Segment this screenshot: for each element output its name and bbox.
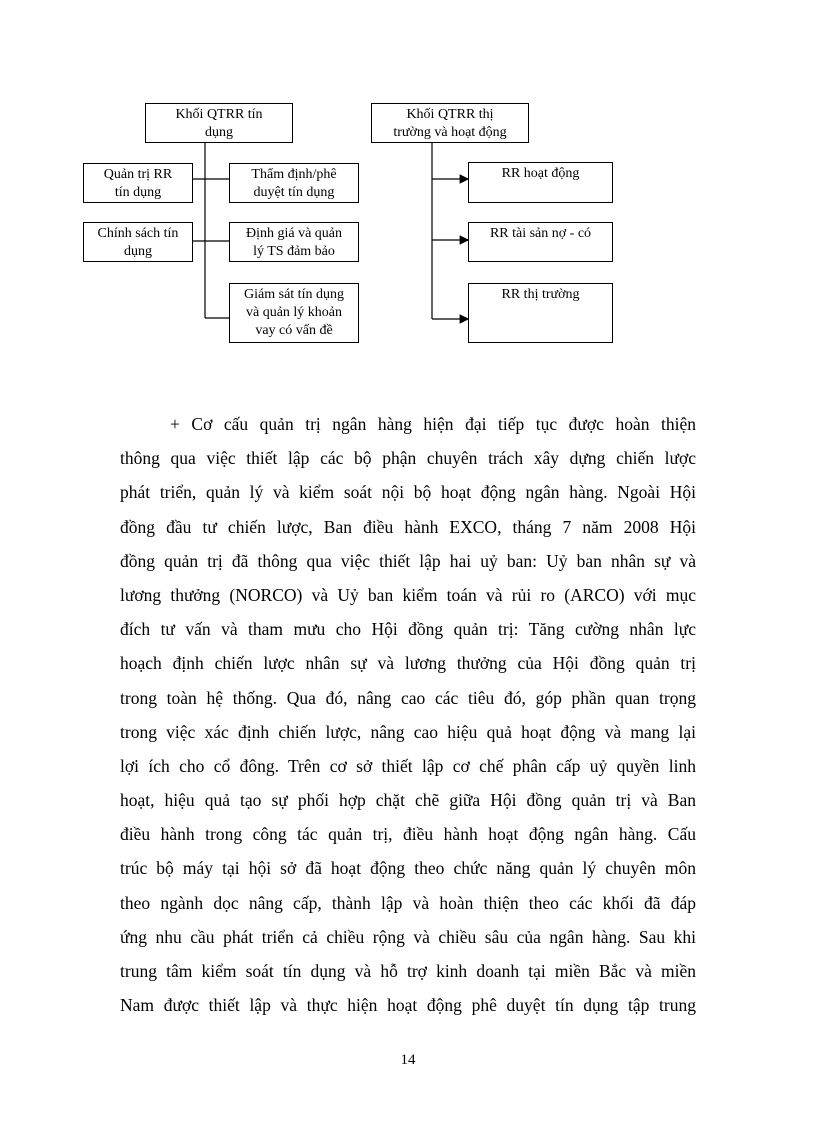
node-left-root: Khối QTRR tín dụng xyxy=(145,103,293,143)
text-line: phát triển, quản lý và kiểm soát nội bộ hoạt động ngân hàng. Ngoài Hội xyxy=(120,482,696,503)
node-rr-tai-san-no-co: RR tài sản nợ - có xyxy=(468,222,613,262)
node-tham-dinh: Thẩm định/phê duyệt tín dụng xyxy=(229,163,359,203)
page-number: 14 xyxy=(400,1052,416,1068)
body-paragraph xyxy=(120,407,696,1022)
text-line: trúc bộ máy tại hội sở đã hoạt động theo chức năng quản lý chuyên môn xyxy=(120,858,696,879)
text-line: trong việc xác định chiến lược, nâng cao hiệu quả hoạt động và mang lại xyxy=(120,721,696,742)
node-dinh-gia: Định giá và quản lý TS đảm bảo xyxy=(229,222,359,262)
node-right-root: Khối QTRR thị trường và hoạt động xyxy=(371,103,529,143)
text-line: điều hành trong công tác quản trị, điều hành hoạt động ngân hàng. Cấu xyxy=(120,824,696,845)
node-rr-thi-truong: RR thị trường xyxy=(468,283,613,343)
text-line: lợi ích cho cổ đông. Trên cơ sở thiết lập cơ chế phân cấp uỷ quyền linh xyxy=(120,755,696,776)
node-quan-tri-rr-tin-dung: Quản trị RR tín dụng xyxy=(83,163,193,203)
text-line: + Cơ cấu quản trị ngân hàng hiện đại tiếp tục được hoàn thiện xyxy=(170,414,696,434)
text-line: đích tư vấn và tham mưu cho Hội đồng quản trị: Tăng cường nhân lực xyxy=(120,619,696,640)
node-giam-sat: Giám sát tín dụng và quản lý khoản vay có vấn đề xyxy=(229,283,359,343)
text-line: trong toàn hệ thống. Qua đó, nâng cao các tiêu đó, góp phần quan trọng xyxy=(120,687,696,708)
text-line: hoạch định chiến lược nhân sự và lương thưởng của Hội đồng quản trị xyxy=(120,653,696,674)
node-rr-hoat-dong: RR hoạt động xyxy=(468,162,613,203)
text-line: Nam được thiết lập và thực hiện hoạt động phê duyệt tín dụng tập trung xyxy=(120,995,696,1016)
text-line: đồng đầu tư chiến lược, Ban điều hành EXCO, tháng 7 năm 2008 Hội xyxy=(120,516,696,537)
text-line: theo ngành dọc nâng cấp, thành lập và hoàn thiện theo các khối đã đáp xyxy=(120,892,696,913)
text-line: thông qua việc thiết lập các bộ phận chuyên trách xây dựng chiến lược xyxy=(120,448,696,469)
node-chinh-sach-tin-dung: Chính sách tín dụng xyxy=(83,222,193,262)
text-line: đồng quản trị đã thông qua việc thiết lập hai uỷ ban: Uỷ ban nhân sự và xyxy=(120,550,696,571)
text-line: ứng nhu cầu phát triển cả chiều rộng và chiều sâu của ngân hàng. Sau khi xyxy=(120,926,696,947)
text-line: trung tâm kiểm soát tín dụng và hỗ trợ kinh doanh tại miền Bắc và miền xyxy=(120,961,696,981)
text-line: hoạt, hiệu quả tạo sự phối hợp chặt chẽ giữa Hội đồng quản trị và Ban xyxy=(120,790,696,811)
text-line: lương thưởng (NORCO) và Uỷ ban kiểm toán và rủi ro (ARCO) với mục xyxy=(120,584,696,605)
